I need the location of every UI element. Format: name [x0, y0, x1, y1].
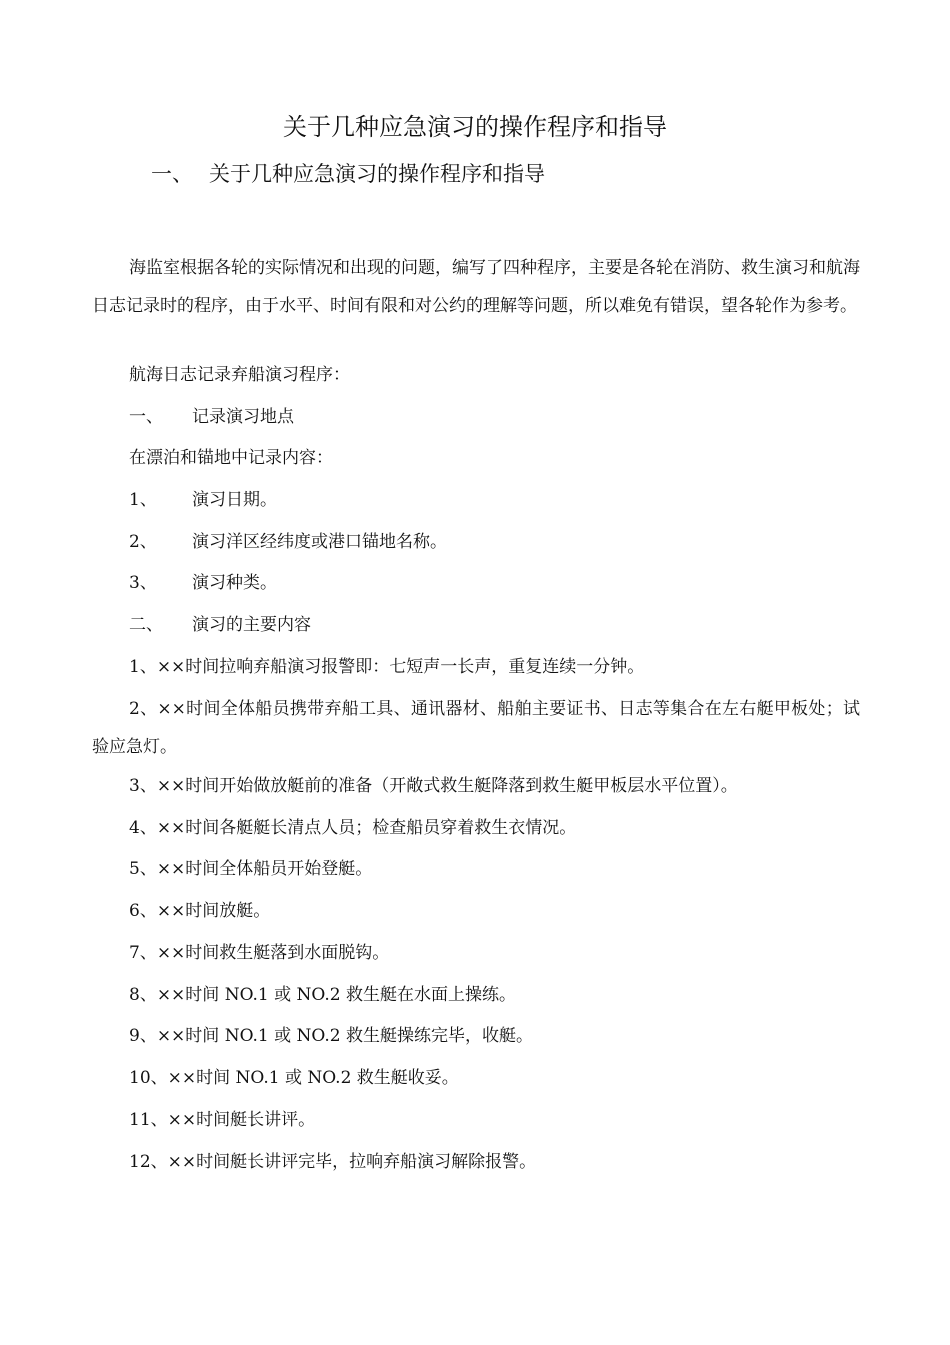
part1-heading [129, 404, 294, 430]
step-item: 1、××时间拉响弃船演习报警即：七短声一长声，重复连续一分钟。 [129, 657, 645, 677]
list-item [129, 529, 447, 555]
subtitle-text: 关于几种应急演习的操作程序和指导 [209, 162, 545, 186]
list-item [129, 570, 277, 596]
part1-text: 记录演习地点 [192, 407, 294, 427]
part2-number: 二、 [129, 615, 163, 635]
intro-paragraph: 海监室根据各轮的实际情况和出现的问题，编写了四种程序，主要是各轮在消防、救生演习和航海日志记录时的程序，由于水平、时间有限和对公约的理解等问题，所以难免有错误，望各轮作为参考。 [92, 258, 860, 316]
list-item-text: 演习日期。 [192, 490, 277, 510]
step-item: 8、××时间 NO.1 或 NO.2 救生艇在水面上操练。 [129, 985, 516, 1005]
step-item: 6、××时间放艇。 [129, 901, 271, 921]
step-item: 7、××时间救生艇落到水面脱钩。 [129, 943, 390, 963]
list-item-number: 3、 [129, 573, 157, 593]
list-item-text: 演习洋区经纬度或港口锚地名称。 [192, 532, 447, 552]
step-item: 5、××时间全体船员开始登艇。 [129, 859, 373, 879]
list-item [129, 487, 277, 513]
step-item: 11、××时间艇长讲评。 [129, 1110, 316, 1130]
part2-text: 演习的主要内容 [192, 615, 311, 635]
step-item: 2、××时间全体船员携带弃船工具、通讯器材、船舶主要证书、日志等集合在左右艇甲板处；试验应急灯。 [92, 699, 860, 757]
document-subtitle [151, 159, 545, 189]
part1-lead: 在漂泊和锚地中记录内容： [129, 448, 333, 468]
step-item: 10、××时间 NO.1 或 NO.2 救生艇收妥。 [129, 1068, 459, 1088]
step-item: 3、××时间开始做放艇前的准备（开敞式救生艇降落到救生艇甲板层水平位置）。 [129, 776, 738, 796]
list-item-text: 演习种类。 [192, 573, 277, 593]
step-item: 9、××时间 NO.1 或 NO.2 救生艇操练完毕，收艇。 [129, 1026, 533, 1046]
document-title: 关于几种应急演习的操作程序和指导 [283, 113, 667, 141]
subtitle-number: 一、 [151, 162, 193, 186]
list-item-number: 1、 [129, 490, 157, 510]
step-item: 12、××时间艇长讲评完毕，拉响弃船演习解除报警。 [129, 1152, 537, 1172]
step-item: 4、××时间各艇艇长清点人员；检查船员穿着救生衣情况。 [129, 818, 577, 838]
section-heading: 航海日志记录弃船演习程序： [129, 365, 350, 385]
part1-number: 一、 [129, 407, 163, 427]
part2-heading [129, 612, 311, 638]
list-item-number: 2、 [129, 532, 157, 552]
